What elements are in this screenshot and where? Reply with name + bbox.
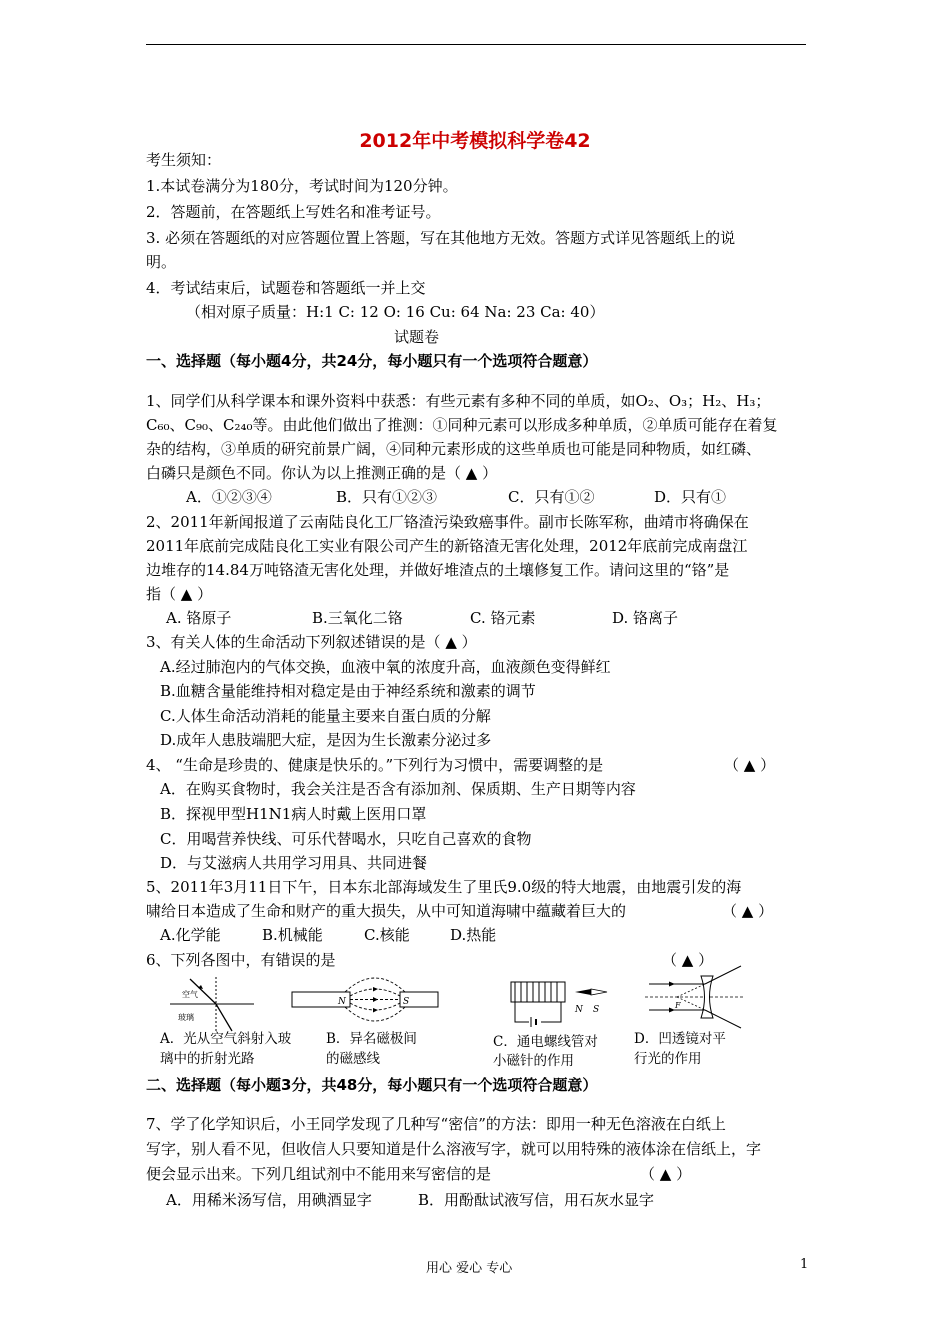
magnetic-field-diagram — [290, 970, 440, 1030]
q3-stem: 3、有关人体的生命活动下列叙述错误的是（ ▲ ） — [146, 633, 477, 651]
q6-stem: 6、下列各图中，有错误的是 — [146, 951, 336, 969]
concave-lens-diagram — [645, 962, 745, 1032]
fig-d-caption: D．凹透镜对平 — [634, 1031, 726, 1047]
air-label: 空气 — [182, 990, 198, 999]
focal-point-label: F — [675, 1001, 681, 1010]
q4-stem: 4、 “生命是珍贵的、健康是快乐的。”下列行为习惯中，需要调整的是 — [146, 756, 604, 774]
q1-line: 白磷只是颜色不同。你认为以上推测正确的是（ ▲ ） — [146, 464, 498, 482]
q5-option-c: C.核能 — [364, 926, 410, 944]
q1-line: 1、同学们从科学课本和课外资料中获悉：有些元素有多种不同的单质，如O₂、O₃；H₂、H₃； — [146, 392, 771, 410]
q7-line: 便会显示出来。下列几组试剂中不能用来写密信的是 — [146, 1165, 492, 1183]
q2-option-b: B.三氧化二铬 — [312, 609, 403, 627]
solenoid-diagram — [505, 972, 615, 1032]
q4-option-c: C．用喝营养快线、可乐代替喝水，只吃自己喜欢的食物 — [160, 830, 532, 848]
notice-item: 1.本试卷满分为180分，考试时间为120分钟。 — [146, 177, 458, 195]
notice-item: 3. 必须在答题纸的对应答题位置上答题，写在其他地方无效。答题方式详见答题纸上的说 — [146, 229, 736, 247]
glass-label: 玻璃 — [178, 1013, 194, 1022]
q2-line: 指（ ▲ ） — [146, 585, 213, 603]
section2-heading: 二、选择题（每小题3分，共48分，每小题只有一个选项符合题意） — [146, 1076, 598, 1094]
needle-pole-s: S — [593, 1005, 600, 1015]
q2-line: 2011年底前完成陆良化工实业有限公司产生的新铬渣无害化处理，2012年底前完成南盘江 — [146, 537, 748, 555]
refraction-diagram — [170, 975, 270, 1035]
q1-option-c: C．只有①② — [508, 488, 595, 506]
q5-option-d: D.热能 — [450, 926, 497, 944]
q1-line: C₆₀、C₉₀、C₂₄₀等。由此他们做出了推测：①同种元素可以形成多种单质，②单质可能存在着复 — [146, 416, 778, 434]
page-title: 2012年中考模拟科学卷42 — [359, 130, 591, 152]
q2-option-d: D. 铬离子 — [612, 609, 679, 627]
q6-answer-blank: （ ▲ ） — [662, 951, 714, 969]
q4-option-a: A．在购买食物时，我会关注是否含有添加剂、保质期、生产日期等内容 — [160, 780, 636, 798]
magnet-pole-n: N — [338, 997, 346, 1007]
fig-c-caption: C．通电螺线管对 — [493, 1034, 598, 1050]
magnet-pole-s: S — [403, 997, 410, 1007]
notice-item: 4．考试结束后，试题卷和答题纸一并上交 — [146, 279, 426, 297]
q2-option-a: A. 铬原子 — [166, 609, 232, 627]
q7-option-a: A．用稀米汤写信，用碘酒显字 — [166, 1191, 372, 1209]
needle-pole-n: N — [575, 1005, 583, 1015]
q3-option-d: D.成年人患肢端肥大症，是因为生长激素分泌过多 — [160, 731, 492, 749]
fig-b-caption: B．异名磁极间 — [326, 1031, 417, 1047]
q2-line: 边堆存的14.84万吨铬渣无害化处理，并做好堆渣点的土壤修复工作。请问这里的“铬”是 — [146, 561, 730, 579]
q5-answer-blank: （ ▲ ） — [722, 902, 774, 920]
q1-option-a: A．①②③④ — [186, 488, 272, 506]
fig-c-caption: 小磁针的作用 — [493, 1053, 574, 1069]
notice-item: 2．答题前，在答题纸上写姓名和准考证号。 — [146, 203, 441, 221]
q7-option-b: B．用酚酞试液写信，用石灰水显字 — [418, 1191, 655, 1209]
page-number: 1 — [800, 1257, 809, 1272]
header-rule — [146, 44, 806, 45]
q4-answer-blank: （ ▲ ） — [724, 756, 776, 774]
fig-d-caption: 行光的作用 — [634, 1051, 702, 1067]
q3-option-c: C.人体生命活动消耗的能量主要来自蛋白质的分解 — [160, 707, 491, 725]
notice-heading: 考生须知： — [146, 151, 222, 169]
q3-option-b: B.血糖含量能维持相对稳定是由于神经系统和激素的调节 — [160, 682, 536, 700]
notice-item: 明。 — [146, 253, 177, 271]
q7-answer-blank: （ ▲ ） — [640, 1165, 692, 1183]
q1-option-b: B．只有①②③ — [336, 488, 438, 506]
section1-heading: 一、选择题（每小题4分，共24分，每小题只有一个选项符合题意） — [146, 352, 598, 370]
q5-line: 5、2011年3月11日下午，日本东北部海域发生了里氏9.0级的特大地震，由地震引发的海 — [146, 878, 742, 896]
q3-option-a: A.经过肺泡内的气体交换，血液中氧的浓度升高，血液颜色变得鲜红 — [160, 658, 611, 676]
q7-line: 写字，别人看不见，但收信人只要知道是什么溶液写字，就可以用特殊的液体涂在信纸上，字 — [146, 1140, 762, 1158]
q5-option-a: A.化学能 — [160, 926, 221, 944]
fig-b-caption: 的磁感线 — [326, 1051, 380, 1067]
fig-a-caption: 璃中的折射光路 — [160, 1051, 255, 1067]
q5-option-b: B.机械能 — [262, 926, 323, 944]
q4-option-d: D．与艾滋病人共用学习用具、共同进餐 — [160, 854, 428, 872]
q1-option-d: D．只有① — [654, 488, 727, 506]
footer-motto: 用心 爱心 专心 — [426, 1261, 513, 1276]
q4-option-b: B．探视甲型H1N1病人时戴上医用口罩 — [160, 805, 427, 823]
q2-option-c: C. 铬元素 — [470, 609, 536, 627]
q2-line: 2、2011年新闻报道了云南陆良化工厂铬渣污染致癌事件。副市长陈军称，曲靖市将确保在 — [146, 513, 749, 531]
fig-a-caption: A．光从空气斜射入玻 — [160, 1031, 292, 1047]
paper-label: 试题卷 — [394, 328, 440, 346]
q7-line: 7、学了化学知识后，小王同学发现了几种写“密信”的方法：即用一种无色溶液在白纸上 — [146, 1115, 726, 1133]
q5-line: 啸给日本造成了生命和财产的重大损失，从中可知道海啸中蕴藏着巨大的 — [146, 902, 627, 920]
q1-line: 杂的结构，③单质的研究前景广阔，④同种元素形成的这些单质也可能是同种物质，如红磷、 — [146, 440, 762, 458]
atomic-mass-note: （相对原子质量：H:1 C: 12 O: 16 Cu: 64 Na: 23 Ca: 40） — [186, 303, 605, 321]
